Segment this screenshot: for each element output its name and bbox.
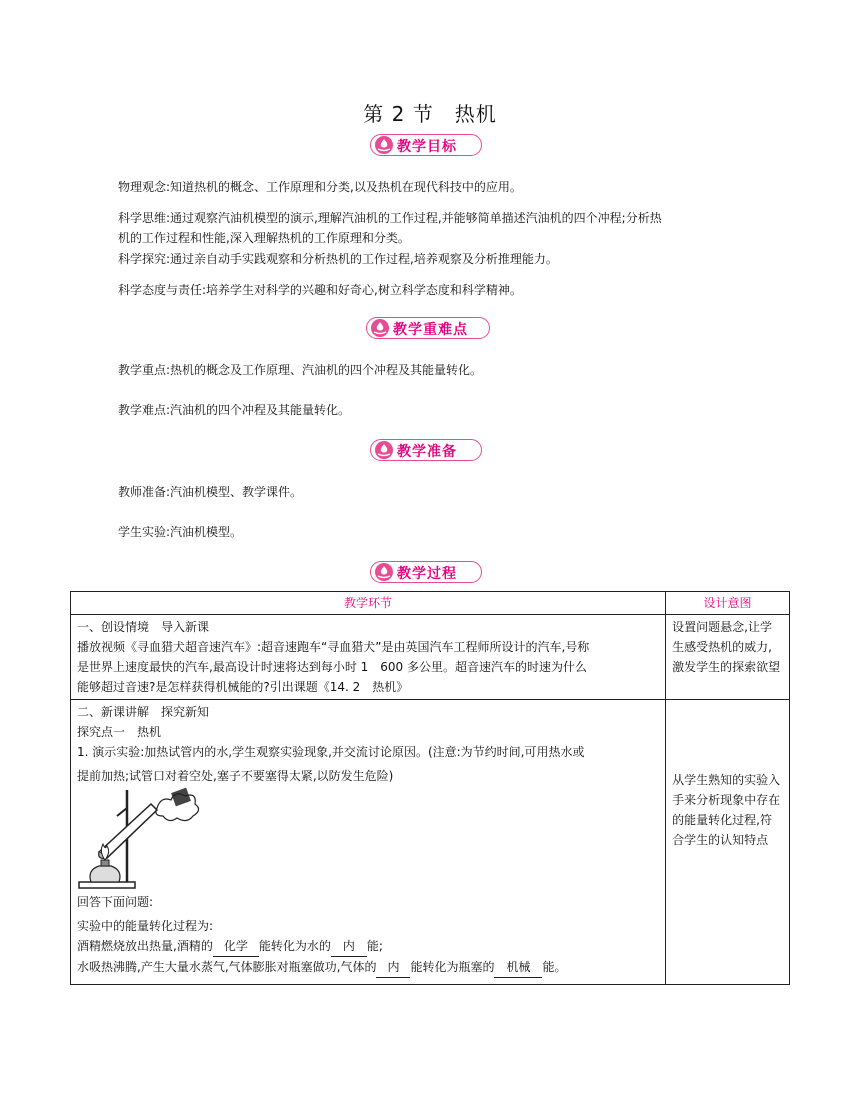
header-teaching-step: 教学环节 (71, 592, 666, 615)
goal-physics: 物理观念:知道热机的概念、工作原理和分类,以及热机在现代科技中的应用。 (118, 180, 522, 194)
section-banner-prep (370, 439, 482, 461)
experiment-illustration (77, 786, 659, 892)
section-banner-process (370, 561, 482, 583)
row2-content (71, 700, 666, 985)
row1-line-2: 是世界上速度最快的汽车,最高设计时速将达到每小时 1 600 多公里。超音速汽车的时速为什么 (77, 660, 587, 674)
energy-line-b (77, 957, 659, 978)
answer-prompt: 回答下面问题: (77, 895, 154, 909)
section-banner-key-points (366, 317, 490, 339)
goal-inquiry: 科学探究:通过亲自动手实践观察和分析热机的工作过程,培养观察及分析推理能力。 (118, 252, 558, 266)
answer-blank-chemical: 化学 (213, 936, 259, 957)
row1-content (71, 615, 666, 700)
row2-intent-text: 从学生熟知的实验入手来分析现象中存在的能量转化过程,符合学生的认知特点 (672, 773, 781, 847)
header-design-intent: 设计意图 (666, 592, 790, 615)
experiment-line-1: 1. 演示实验:加热试管内的水,学生观察实验现象,并交流讨论原因。(注意:为节约时间,可用热水或 (77, 745, 585, 759)
flame-icon (375, 136, 393, 154)
flame-icon (371, 319, 389, 337)
answer-blank-internal-2: 内 (376, 957, 410, 978)
energy-intro: 实验中的能量转化过程为: (77, 919, 214, 933)
experiment-line-2: 提前加热;试管口对着空处,塞子不要塞得太紧,以防发生危险) (77, 769, 394, 783)
energy-line-a-end: 能; (366, 939, 383, 953)
student-prep: 学生实验:汽油机模型。 (118, 525, 243, 539)
row2-heading: 二、新课讲解 探究新知 (77, 705, 210, 719)
row2-subheading: 探究点一 热机 (77, 725, 162, 739)
goal-thinking-1: 科学思维:通过观察汽油机模型的演示,理解汽油机的工作过程,并能够简单描述汽油机的四个冲程;分析热 (118, 211, 662, 225)
flame-icon (375, 563, 393, 581)
energy-line-b-text: 水吸热沸腾,产生大量水蒸气,气体膨胀对瓶塞做功,气体的 (77, 960, 377, 974)
energy-line-a-text: 酒精燃烧放出热量,酒精的 (77, 939, 213, 953)
table-header-row (71, 592, 790, 615)
answer-blank-mechanical: 机械 (494, 957, 542, 978)
table-row (71, 700, 790, 985)
row1-intent: 设置问题悬念,让学生感受热机的威力,激发学生的探索欲望 (666, 615, 790, 700)
energy-line-a (77, 936, 659, 957)
energy-line-a-mid: 能转化为水的 (258, 939, 331, 953)
section-title-goals: 教学目标 (397, 139, 457, 155)
goal-attitude: 科学态度与责任:培养学生对科学的兴趣和好奇心,树立科学态度和科学精神。 (118, 283, 522, 297)
process-table (70, 591, 790, 985)
energy-line-b-mid: 能转化为瓶塞的 (410, 960, 495, 974)
section-title-prep: 教学准备 (397, 444, 457, 460)
teacher-prep: 教师准备:汽油机模型、教学课件。 (118, 485, 303, 499)
row1-line-1: 播放视频《寻血猎犬超音速汽车》:超音速跑车“寻血猎犬”是由英国汽车工程师所设计的汽车,号称 (77, 640, 590, 654)
key-point: 教学重点:热机的概念及工作原理、汽油机的四个冲程及其能量转化。 (118, 363, 483, 377)
section-title-key-points: 教学重难点 (393, 322, 468, 338)
goal-thinking-2: 机的工作过程和性能,深入理解热机的工作原理和分类。 (118, 231, 410, 245)
section-banner-goals (370, 134, 482, 156)
flame-icon (375, 441, 393, 459)
row1-heading: 一、创设情境 导入新课 (77, 620, 210, 634)
page-title: 第 2 节 热机 (363, 102, 497, 126)
answer-blank-internal: 内 (331, 936, 367, 957)
energy-line-b-end: 能。 (542, 960, 567, 974)
row2-intent (666, 700, 790, 985)
row1-line-3: 能够超过音速?是怎样获得机械能的?引出课题《14. 2 热机》 (77, 680, 409, 694)
difficult-point: 教学难点:汽油机的四个冲程及其能量转化。 (118, 403, 351, 417)
table-row (71, 615, 790, 700)
section-title-process: 教学过程 (397, 566, 457, 582)
